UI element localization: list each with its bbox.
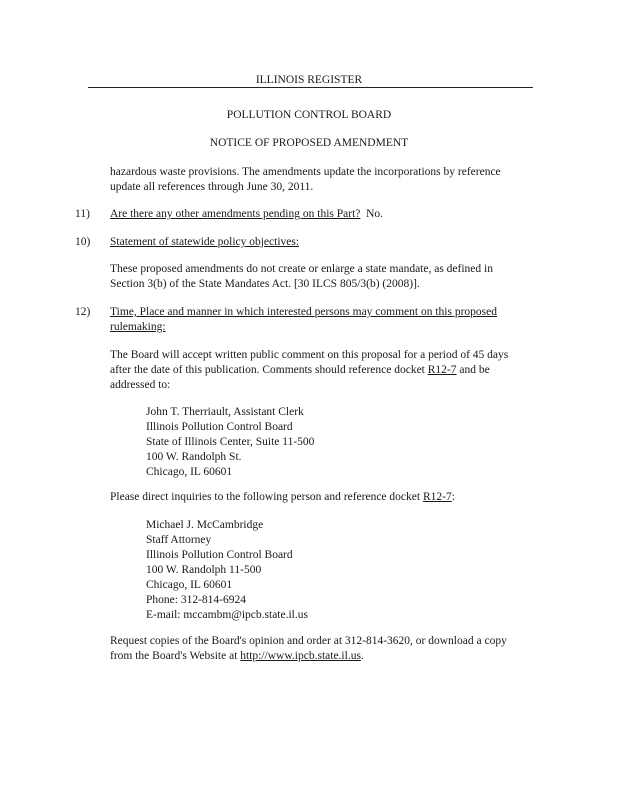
request-line-1: Request copies of the Board's opinion and order at 312-814-3620, or download a copy <box>110 635 507 647</box>
address-2-line: Illinois Pollution Control Board <box>146 549 293 561</box>
header-rule <box>88 87 533 88</box>
address-1-line: Chicago, IL 60601 <box>146 466 233 478</box>
inquiries-line <box>110 490 455 505</box>
address-2-line: Chicago, IL 60601 <box>146 579 233 591</box>
item-12-heading-line-2: rulemaking: <box>110 321 166 333</box>
item-12-p1-line-1: The Board will accept written public comment on this proposal for a period of 45 days <box>110 349 509 361</box>
request-line-2-pre: from the Board's Website at <box>110 650 241 662</box>
item-11-answer: No. <box>366 208 384 220</box>
notice-title: NOTICE OF PROPOSED AMENDMENT <box>209 137 409 149</box>
item-10-heading: Statement of statewide policy objectives: <box>110 236 300 248</box>
address-2-line: E-mail: mccambm@ipcb.state.il.us <box>146 609 308 621</box>
item-12-p1-line-2 <box>110 363 490 378</box>
board-website-link[interactable]: http://www.ipcb.state.il.us <box>240 650 361 662</box>
item-12-number: 12) <box>75 306 91 318</box>
item-12-p1-line-3: addressed to: <box>110 379 171 391</box>
inquiries-pre: Please direct inquiries to the following person and reference docket <box>110 491 423 503</box>
intro-line-2: update all references through June 30, 2011. <box>110 181 314 193</box>
item-11-number: 11) <box>75 208 90 220</box>
inquiries-post: : <box>451 491 455 503</box>
address-1-line: Illinois Pollution Control Board <box>146 421 293 433</box>
request-line-2 <box>110 649 364 664</box>
request-line-2-post: . <box>360 650 364 662</box>
address-2-line: Michael J. McCambridge <box>146 519 264 531</box>
item-12-p1-line-2-pre: after the date of this publication. Comments should reference docket <box>110 364 428 376</box>
address-1-line: State of Illinois Center, Suite 11-500 <box>146 436 315 448</box>
address-2-line: Staff Attorney <box>146 534 212 546</box>
address-2-line: 100 W. Randolph 11-500 <box>146 564 262 576</box>
item-12-heading-line-1: Time, Place and manner in which interested persons may comment on this proposed <box>110 306 497 318</box>
item-12-p1-line-2-post: and be <box>456 364 490 376</box>
item-11-line <box>110 207 383 222</box>
address-1-line: 100 W. Randolph St. <box>146 451 242 463</box>
item-10-line-2: Section 3(b) of the State Mandates Act. [30 ILCS 805/3(b) (2008)]. <box>110 278 420 290</box>
intro-line-1: hazardous waste provisions. The amendments update the incorporations by reference <box>110 166 501 178</box>
register-title: ILLINOIS REGISTER <box>255 74 363 86</box>
item-11-question: Are there any other amendments pending on this Part? <box>110 208 361 220</box>
item-10-line-1: These proposed amendments do not create or enlarge a state mandate, as defined in <box>110 263 493 275</box>
agency-title: POLLUTION CONTROL BOARD <box>226 109 392 121</box>
docket-number: R12-7 <box>427 364 457 376</box>
address-2-line: Phone: 312-814-6924 <box>146 594 246 606</box>
address-1-line: John T. Therriault, Assistant Clerk <box>146 406 304 418</box>
item-10-number: 10) <box>75 236 91 248</box>
inquiries-docket: R12-7 <box>422 491 452 503</box>
